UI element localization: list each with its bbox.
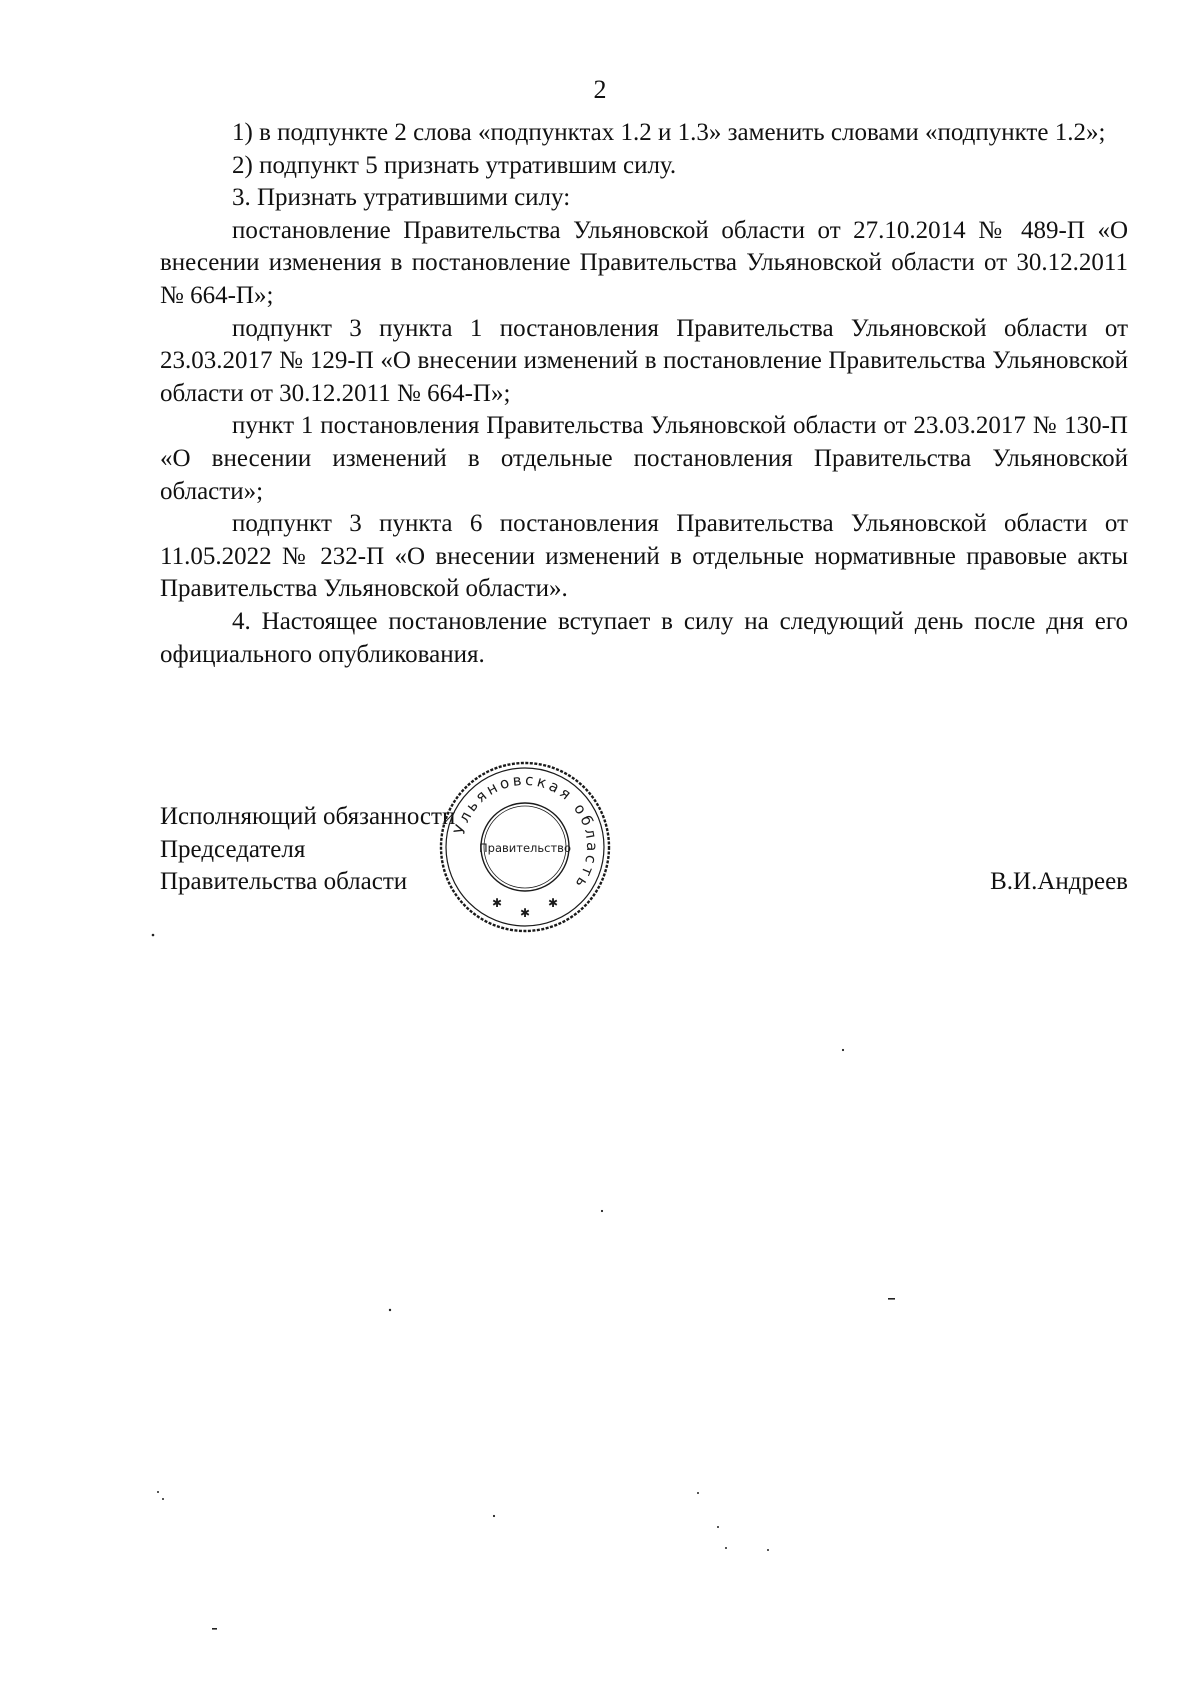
paragraph-subitem-2: 2) подпункт 5 признать утратившим силу. (232, 151, 677, 179)
seal-ring-text: Ульяновская область (450, 770, 602, 894)
seal-star-icon: ✱ (491, 896, 503, 910)
paragraph-subitem-1: 1) в подпункте 2 слова «подпунктах 1.2 и 1.3» заменить словами «подпункте 1.2»; (232, 119, 1106, 146)
paragraph-repealed-act-3: пункт 1 постановления Правительства Ульяновской области от 23.03.2017 № 130-П «О внесении изменений в отдельные постановления Правительства Ульяновской области»; (160, 412, 1128, 505)
seal-star-icon: ✱ (519, 906, 531, 920)
signature-block (160, 801, 1128, 911)
signatory-name: В.И.Андреев (990, 868, 1128, 895)
page-number: 2 (593, 75, 607, 104)
official-seal-stamp (435, 757, 615, 937)
paragraph-repealed-act-4: подпункт 3 пункта 6 постановления Правительства Ульяновской области от 11.05.2022 № 232-П «О внесении изменений в отдельные нормативные правовые акты Правительства Ульяновской области». (160, 510, 1128, 603)
document-body (160, 117, 1128, 671)
seal-center-text: Правительство (479, 841, 571, 855)
paragraph-item-4: 4. Настоящее постановление вступает в силу на следующий день после дня его официального опубликования. (160, 607, 1128, 668)
signatory-position-line: Исполняющий обязанности (160, 803, 456, 830)
signatory-position-line: Председателя (160, 835, 306, 863)
signatory-position-line: Правительства области (160, 868, 408, 896)
paragraph-item-3: 3. Признать утратившими силу: (232, 184, 571, 212)
seal-star-icon: ✱ (547, 896, 559, 910)
paragraph-repealed-act-2: подпункт 3 пункта 1 постановления Правительства Ульяновской области от 23.03.2017 № 129-П «О внесении изменений в постановление Правительства Ульяновской области от 30.12.2011 № 664-П»; (160, 314, 1128, 407)
paragraph-repealed-act-1: постановление Правительства Ульяновской области от 27.10.2014 № 489-П «О внесении изменения в постановление Правительства Ульяновской области от 30.12.2011 № 664-П»; (160, 216, 1128, 309)
